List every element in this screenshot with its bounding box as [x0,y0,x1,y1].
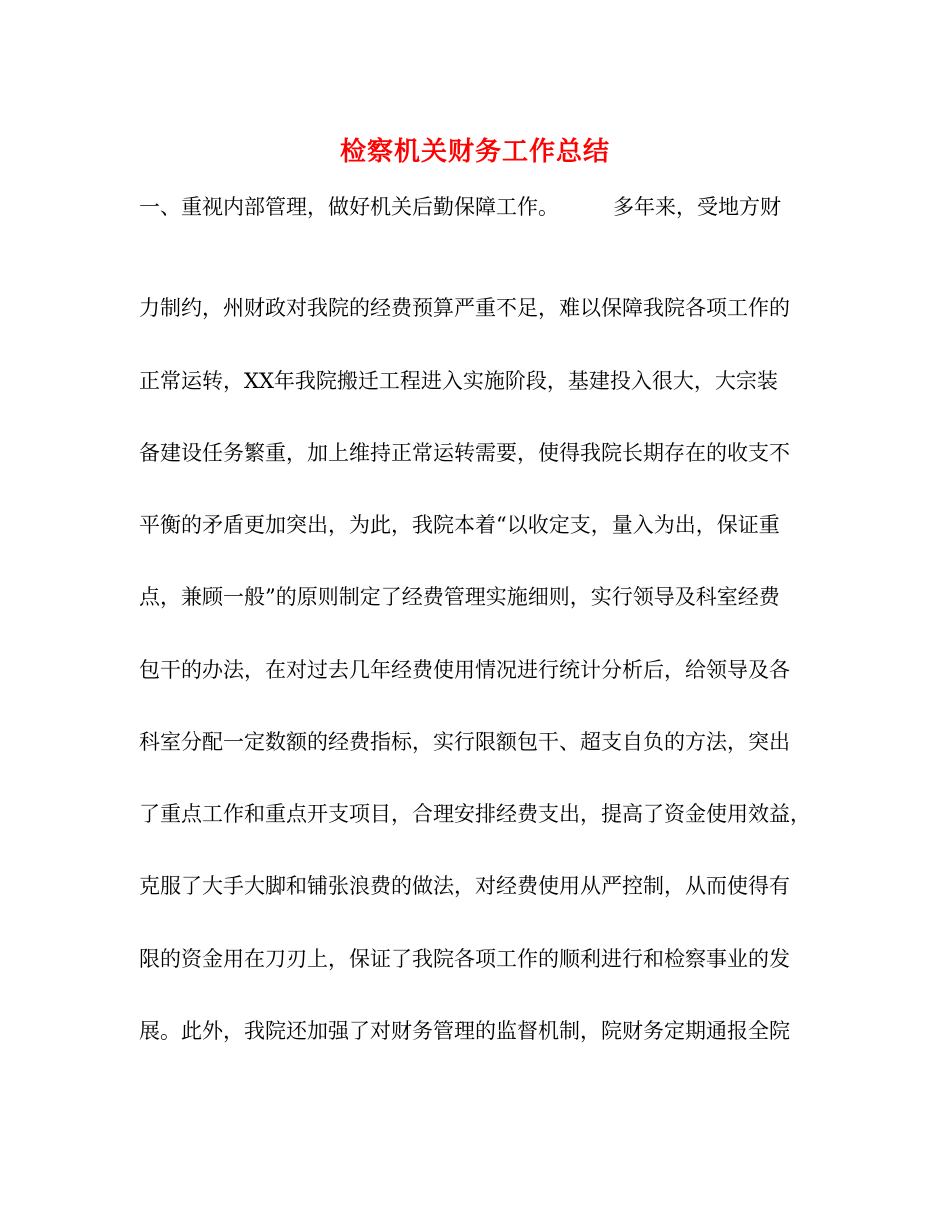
paragraph-line: 点，兼顾一般”的原则制定了经费管理实施细则，实行领导及科室经费 [139,585,780,609]
section-heading: 一、重视内部管理，做好机关后勤保障工作。 [139,195,559,219]
paragraph-line: 科室分配一定数额的经费指标，实行限额包干、超支自负的方法，突出 [139,730,790,754]
paragraph-line: 限的资金用在刀刃上，保证了我院各项工作的顺利进行和检察事业的发 [139,947,790,971]
document-title: 检察机关财务工作总结 [339,137,610,167]
paragraph-line [139,187,839,227]
paragraph-line: 力制约，州财政对我院的经费预算严重不足，难以保障我院各项工作的 [139,296,790,320]
paragraph-line: 克服了大手大脚和铺张浪费的做法，对经费使用从严控制，从而使得有 [139,874,790,898]
paragraph-text: 多年来，受地方财 [613,195,781,219]
paragraph-line: 了重点工作和重点开支项目，合理安排经费支出，提高了资金使用效益， [139,802,811,826]
paragraph-line: 包干的办法，在对过去几年经费使用情况进行统计分析后，给领导及各 [139,658,790,682]
paragraph-line: 备建设任务繁重，加上维持正常运转需要，使得我院长期存在的收支不 [139,441,790,465]
paragraph-line: 展。此外，我院还加强了对财务管理的监督机制，院财务定期通报全院 [139,1019,790,1043]
paragraph-line: 正常运转，XX年我院搬迁工程进入实施阶段，基建投入很大，大宗装 [139,369,778,393]
paragraph-line: 平衡的矛盾更加突出，为此，我院本着“以收定支，量入为出，保证重 [139,513,780,537]
